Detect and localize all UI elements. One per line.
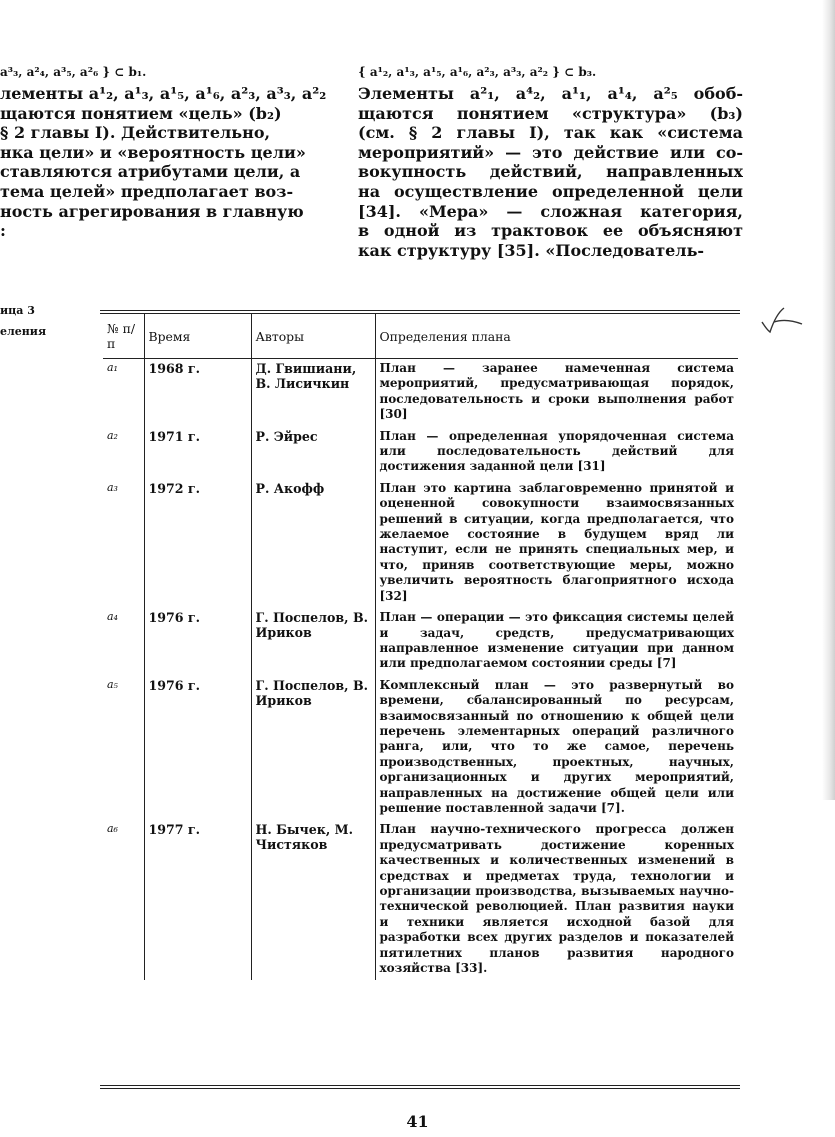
header-num: № п/п bbox=[103, 314, 144, 359]
row-year: 1976 г. bbox=[144, 608, 251, 676]
table-row bbox=[103, 608, 738, 676]
header-definitions: Определения плана bbox=[375, 314, 738, 359]
row-definition: План — заранее намеченная система мероприятий, предусматривающая порядок, последовательность и сроки выполнения работ [30] bbox=[375, 359, 738, 427]
right-line: на осуществление определенной цели bbox=[358, 181, 743, 201]
header-authors: Авторы bbox=[251, 314, 375, 359]
header-time: Время bbox=[144, 314, 251, 359]
right-line: [34]. «Мера» — сложная категория, bbox=[358, 201, 743, 221]
handwritten-checkmark-icon bbox=[758, 300, 808, 340]
table-top-rule bbox=[100, 310, 740, 311]
left-line: § 2 главы I). Действительно, bbox=[0, 123, 271, 143]
row-authors: Д. Гвишиани, В. Лисичкин bbox=[251, 359, 375, 427]
row-authors: Н. Бычек, М. Чистяков bbox=[251, 820, 375, 980]
left-line: ставляются атрибутами цели, а bbox=[0, 162, 301, 182]
table-row bbox=[103, 427, 738, 479]
plan-definitions-table bbox=[103, 314, 738, 980]
table-caption bbox=[0, 300, 46, 342]
left-line: нка цели» и «вероятность цели» bbox=[0, 142, 306, 162]
row-authors: Г. Поспелов, В. Ириков bbox=[251, 608, 375, 676]
row-year: 1976 г. bbox=[144, 676, 251, 821]
right-text-column bbox=[358, 60, 743, 260]
row-definition: План научно-технического прогресса должен предусматривать достижение коренных качественных и количественных изменений в средствах и предметах труда, технологии и организации производства, вызываемых научно-технической революцией. План развития науки и техники является исходной базой для разработки всех других разделов и показателей пятилетних планов развития народного хозяйства [33]. bbox=[375, 820, 738, 980]
right-line: вокупность действий, направленных bbox=[358, 162, 743, 182]
row-definition: План это картина заблаговременно принятой и оцененной совокупности взаимосвязанных решений в ситуации, когда предполагается, что желаемое состояние в будущем вряд ли наступит, если не принять специальных мер, и что, приняв соответствующие меры, можно увеличить вероятность благоприятного исхода [32] bbox=[375, 479, 738, 608]
table-row bbox=[103, 359, 738, 427]
table-row bbox=[103, 479, 738, 608]
row-num: a₅ bbox=[107, 677, 118, 691]
row-definition: План — определенная упорядоченная система или последовательность действий для достижения заданной цели [31] bbox=[375, 427, 738, 479]
page-number: 41 bbox=[406, 1112, 429, 1131]
left-line: тема целей» предполагает воз- bbox=[0, 181, 294, 201]
table-row bbox=[103, 676, 738, 821]
row-year: 1977 г. bbox=[144, 820, 251, 980]
left-line: : bbox=[0, 221, 6, 241]
left-line: лементы a¹₂, a¹₃, a¹₅, a¹₆, a²₃, a³₃, a²₂ bbox=[0, 84, 327, 103]
row-num: a₁ bbox=[107, 361, 118, 374]
right-formula: { a¹₂, a¹₃, a¹₅, a¹₆, a²₃, a³₃, a²₂ } ⊂ b₃. bbox=[358, 65, 597, 79]
right-paragraph bbox=[358, 84, 743, 260]
row-num: a₄ bbox=[107, 610, 118, 624]
right-line: Элементы a²₁, a⁴₂, a¹₁, a¹₄, a²₅ обоб- bbox=[358, 84, 743, 103]
left-line: ность агрегирования в главную bbox=[0, 201, 304, 221]
row-authors: Г. Поспелов, В. Ириков bbox=[251, 676, 375, 821]
row-authors: Р. Акофф bbox=[251, 479, 375, 608]
row-year: 1968 г. bbox=[144, 359, 251, 427]
left-text-column bbox=[0, 60, 332, 241]
row-num: a₂ bbox=[107, 428, 118, 442]
row-authors: Р. Эйрес bbox=[251, 427, 375, 479]
row-definition: Комплексный план — это развернутый во времени, сбалансированный по ресурсам, взаимосвязанный по отношению к общей цели перечень элементарных операций различного ранга, или, что то же самое, перечень производственных, проектных, научных, организационных и других мероприятий, направленных на достижение общей цели или решение поставленной задачи [7]. bbox=[375, 676, 738, 821]
right-line: (см. § 2 главы I), так как «система bbox=[358, 123, 743, 143]
row-year: 1971 г. bbox=[144, 427, 251, 479]
adjacent-page-edge bbox=[822, 0, 835, 800]
left-paragraph bbox=[0, 84, 332, 241]
row-definition: План — операции — это фиксация системы целей и задач, средств, предусматривающих направленное изменение ситуации при данном или предполагаемом состоянии среды [7] bbox=[375, 608, 738, 676]
table-row bbox=[103, 820, 738, 980]
right-line: мероприятий» — это действие или со- bbox=[358, 142, 743, 162]
left-line: щаются понятием «цель» (b₂) bbox=[0, 103, 282, 123]
right-line: как структуру [35]. «Последователь- bbox=[358, 240, 705, 260]
right-line: щаются понятием «структура» (b₃) bbox=[358, 103, 743, 123]
table-bottom-rule-inner bbox=[100, 1088, 740, 1089]
table-bottom-rule bbox=[100, 1085, 740, 1086]
row-num: a₃ bbox=[107, 480, 118, 494]
row-year: 1972 г. bbox=[144, 479, 251, 608]
table-caption-number: ица 3 bbox=[0, 304, 35, 317]
right-line: в одной из трактовок ее объясняют bbox=[358, 221, 743, 241]
table-caption-title: еления bbox=[0, 325, 47, 338]
table-header-row bbox=[103, 314, 738, 359]
row-num: a₆ bbox=[107, 822, 118, 836]
left-formula: a³₃, a²₄, a³₅, a²₆ } ⊂ b₁. bbox=[0, 65, 147, 79]
